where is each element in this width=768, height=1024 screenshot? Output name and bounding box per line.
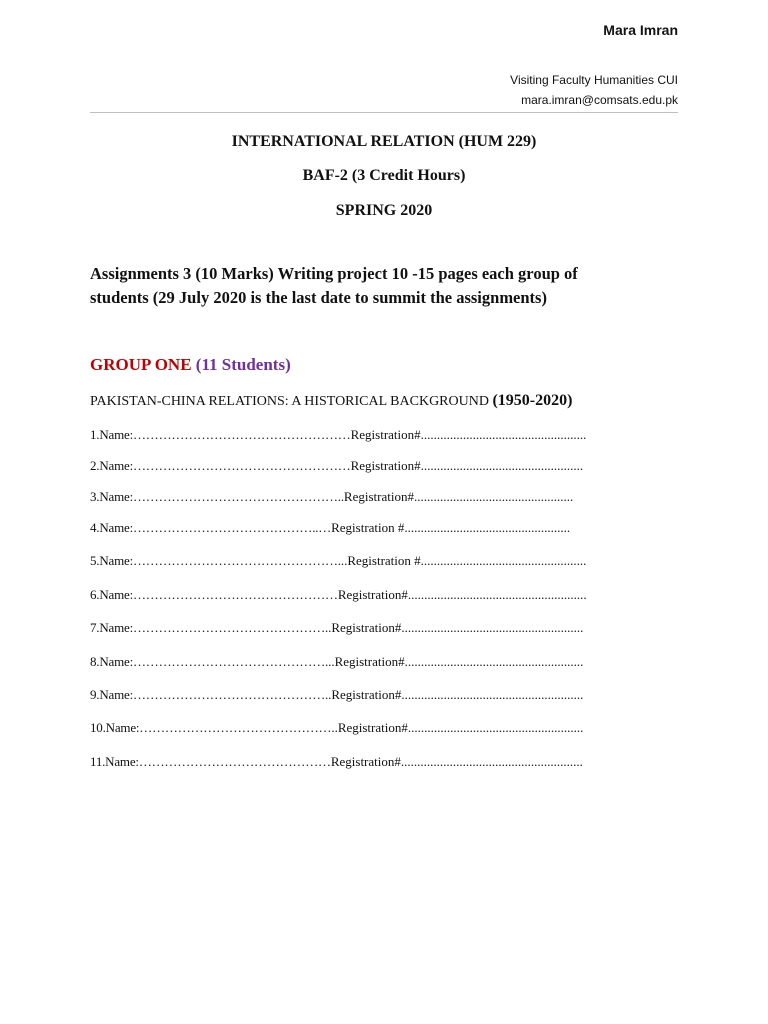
student-row [90, 687, 680, 703]
name-field: 8.Name:………………………………………. [90, 654, 329, 669]
student-row [90, 458, 680, 474]
course-program: BAF-2 (3 Credit Hours) [302, 167, 466, 184]
name-field: 3.Name:………………………………………….. [90, 489, 344, 504]
name-field: 4.Name:……………………………………..… [90, 520, 332, 535]
header-divider [90, 112, 678, 113]
author-name: Mara Imran [603, 22, 678, 38]
name-field: 11.Name:……………………………………… [90, 754, 331, 769]
name-field: 9.Name:………………………………………. [90, 687, 329, 702]
group-count: (11 Students) [195, 355, 291, 374]
student-row [90, 754, 680, 770]
registration-field: .Registration#........................................................ [328, 620, 584, 635]
registration-field: Registration#.................................................. [350, 458, 584, 473]
student-row [90, 553, 680, 569]
project-topic [90, 392, 572, 410]
topic-years: (1950-2020) [492, 392, 573, 409]
group-heading [90, 355, 291, 375]
student-row [90, 654, 680, 670]
registration-field: ..Registration#...................................................... [331, 720, 584, 735]
student-row [90, 620, 680, 636]
course-title: INTERNATIONAL RELATION (HUM 229) [231, 133, 537, 150]
registration-field: ..Registration#....................................................... [328, 654, 584, 669]
registration-field: .Registration#........................................................ [328, 687, 584, 702]
student-row [90, 720, 680, 736]
student-row [90, 489, 680, 505]
student-row [90, 587, 680, 603]
author-email: mara.imran@comsats.edu.pk [521, 93, 678, 107]
group-name: GROUP ONE [90, 355, 192, 374]
registration-field: Registration#................................................. [343, 489, 574, 504]
registration-field: Registration #................................................... [331, 520, 571, 535]
name-field: 6.Name:………………………………………… [90, 587, 338, 602]
assignment-description: Assignments 3 (10 Marks) Writing project 10 -15 pages each group of students (29 July 2020 is the last date to summit the assignments) [90, 264, 578, 307]
name-field: 2.Name:…………………………………………… [90, 458, 351, 473]
topic-text: PAKISTAN-CHINA RELATIONS: A HISTORICAL BACKGROUND [90, 394, 493, 409]
registration-field: Registration#................................................... [350, 427, 587, 442]
name-field: 5.Name:…………………………………………. [90, 553, 341, 568]
registration-field: ..Registration #................................................... [340, 553, 587, 568]
name-field: 7.Name:………………………………………. [90, 620, 329, 635]
student-row [90, 427, 680, 443]
name-field: 1.Name:…………………………………………… [90, 427, 351, 442]
course-semester: SPRING 2020 [335, 202, 433, 219]
author-affiliation: Visiting Faculty Humanities CUI [510, 73, 678, 87]
student-row [90, 520, 680, 536]
registration-field: Registration#........................................................ [330, 754, 583, 769]
name-field: 10.Name:……………………………………… [90, 720, 332, 735]
registration-field: Registration#....................................................... [337, 587, 587, 602]
